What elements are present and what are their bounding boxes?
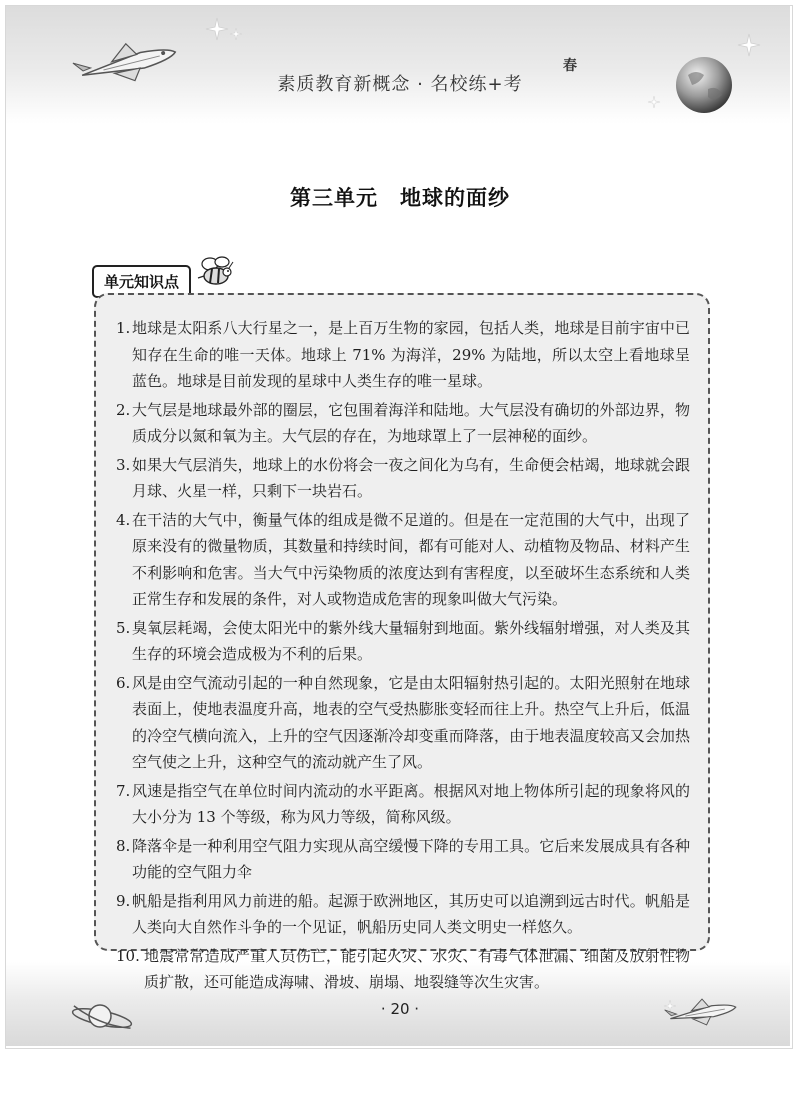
- knowledge-point: [116, 397, 690, 450]
- sparkle-icon: [206, 18, 228, 40]
- knowledge-point: [116, 452, 690, 505]
- sparkle-icon: [230, 28, 242, 40]
- bee-mascot-icon: [196, 252, 236, 288]
- season-tag: 春: [563, 58, 577, 74]
- series-title: 素质教育新概念 · 名校练+考: [277, 74, 523, 95]
- unit-title: 第三单元 地球的面纱: [290, 186, 510, 210]
- point-number: 5.: [116, 618, 131, 637]
- knowledge-points-box: [94, 293, 710, 991]
- point-number: 7.: [116, 781, 131, 800]
- point-number: 4.: [116, 510, 131, 529]
- point-text: 风是由空气流动引起的一种自然现象，它是由太阳辐射热引起的。太阳光照射在地球表面上，使地表温度升高，地表的空气受热膨胀变轻而往上升。热空气上升后，低温的冷空气横向流入，上升的空气因逐渐冷却变重而降落，由于地表温度较高又会加热空气使之上升，这种空气的流动就产生了风。: [132, 673, 690, 771]
- point-text: 在干洁的大气中，衡量气体的组成是微不足道的。但是在一定范围的大气中，出现了原来没有的微量物质，其数量和持续时间，都有可能对人、动植物及物品、材料产生不利影响和危害。当大气中污染物质的浓度达到有害程度，以至破坏生态系统和人类正常生存和发展的条件，对人或物造成危害的现象叫做大气污染。: [132, 510, 690, 608]
- point-number: 9.: [116, 891, 131, 910]
- point-number: 10.: [116, 946, 140, 965]
- knowledge-point: [116, 507, 690, 613]
- point-number: 6.: [116, 673, 131, 692]
- point-text: 如果大气层消失，地球上的水份将会一夜之间化为乌有，生命便会枯竭，地球就会跟月球、火星一样，只剩下一块岩石。: [132, 455, 690, 500]
- point-number: 8.: [116, 836, 131, 855]
- point-text: 风速是指空气在单位时间内流动的水平距离。根据风对地上物体所引起的现象将风的大小分为 13 个等级，称为风力等级，简称风级。: [132, 781, 690, 826]
- point-number: 2.: [116, 400, 131, 419]
- point-text: 地球是太阳系八大行星之一，是上百万生物的家园，包括人类，地球是目前宇宙中已知存在生命的唯一天体。地球上 71% 为海洋，29% 为陆地，所以太空上看地球呈蓝色。地球是目前发现的星球中人类生存的唯一星球。: [132, 319, 690, 390]
- sparkle-icon: [648, 96, 660, 108]
- page-number: · 20 ·: [380, 1000, 420, 1018]
- knowledge-point: [116, 670, 690, 776]
- point-text: 帆船是指利用风力前进的船。起源于欧洲地区，其历史可以追溯到远古时代。帆船是人类向大自然作斗争的一个见证，帆船历史同人类文明史一样悠久。: [132, 891, 690, 936]
- knowledge-point: [116, 943, 690, 996]
- section-label: 单元知识点: [92, 265, 191, 298]
- knowledge-point: [116, 315, 690, 395]
- point-text: 大气层是地球最外部的圈层，它包围着海洋和陆地。大气层没有确切的外部边界，物质成分以氮和氧为主。大气层的存在，为地球罩上了一层神秘的面纱。: [132, 400, 690, 445]
- point-number: 3.: [116, 455, 131, 474]
- knowledge-point: [116, 888, 690, 941]
- knowledge-point: [116, 778, 690, 831]
- point-number: 1.: [116, 319, 131, 337]
- point-text: 地震常常造成严重人员伤亡，能引起火灾、水灾、有毒气体泄漏、细菌及放射性物质扩散，还可能造成海啸、滑坡、崩塌、地裂缝等次生灾害。: [144, 946, 690, 991]
- point-text: 降落伞是一种利用空气阻力实现从高空缓慢下降的专用工具。它后来发展成具有各种功能的空气阻力伞: [132, 836, 690, 881]
- knowledge-point: [116, 615, 690, 668]
- point-text: 臭氧层耗竭，会使太阳光中的紫外线大量辐射到地面。紫外线辐射增强，对人类及其生存的环境会造成极为不利的后果。: [132, 618, 690, 663]
- knowledge-point-list: [116, 315, 690, 998]
- knowledge-point: [116, 833, 690, 886]
- sparkle-icon: [738, 34, 760, 56]
